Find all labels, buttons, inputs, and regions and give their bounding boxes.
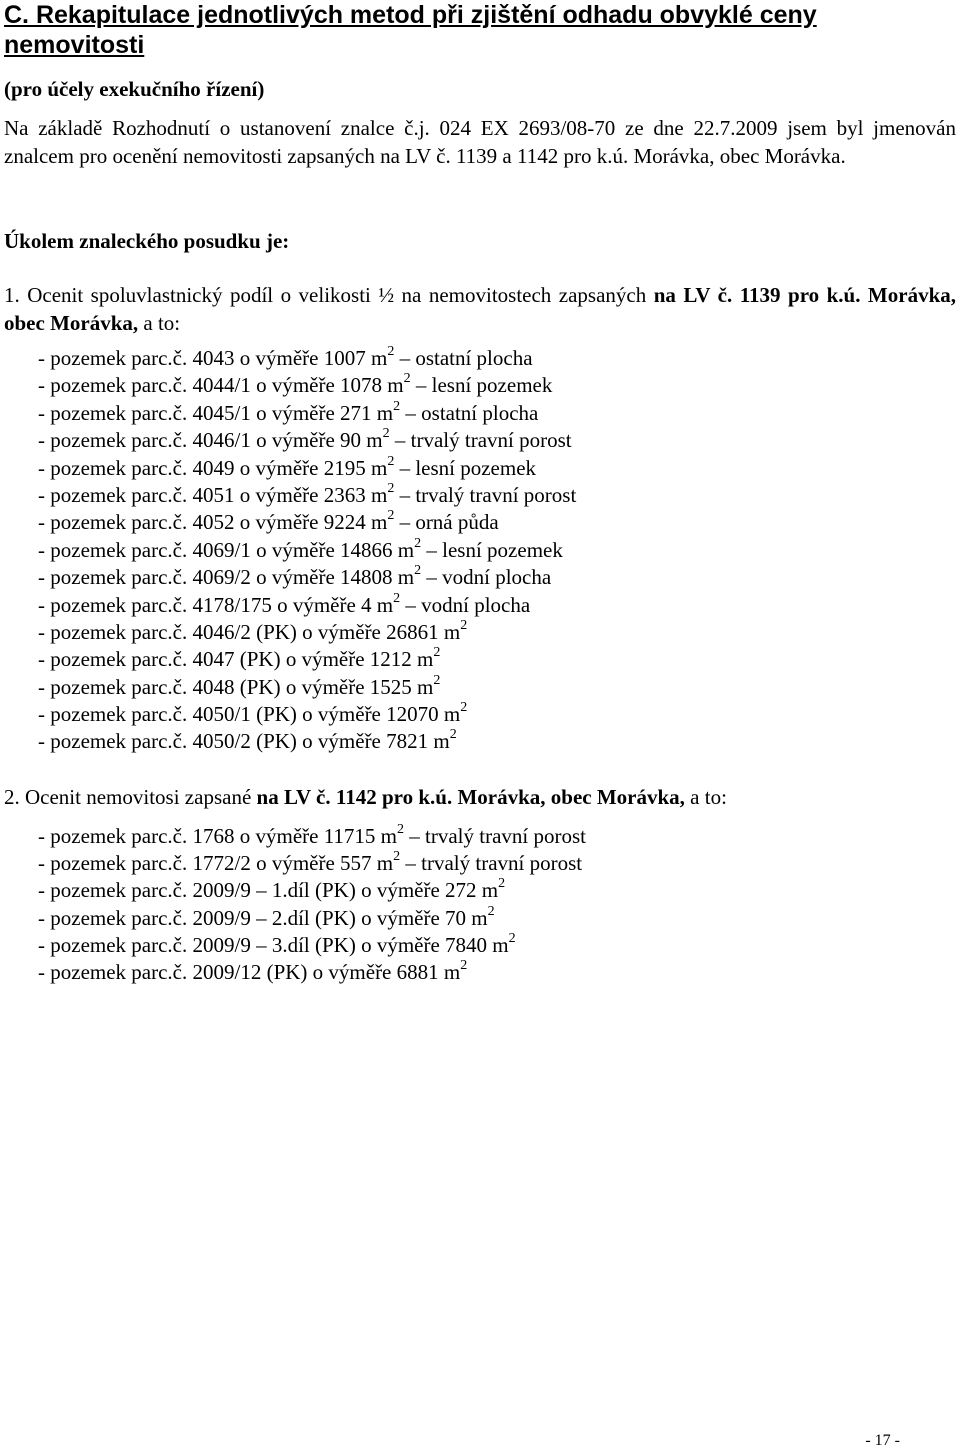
parcel-item xyxy=(38,509,576,536)
area-unit-exponent: 2 xyxy=(433,645,441,661)
parcel-text: - pozemek parc.č. 4048 (PK) o výměře 1525 m xyxy=(38,674,434,699)
parcel-item xyxy=(38,455,576,482)
parcel-text: - pozemek parc.č. 2009/9 – 3.díl (PK) o výměře 7840 m xyxy=(38,932,509,957)
parcel-text: - pozemek parc.č. 4047 (PK) o výměře 1212 m xyxy=(38,647,434,672)
parcel-land-type: – trvalý travní porost xyxy=(389,428,572,453)
parcel-land-type: – vodní plocha xyxy=(400,592,531,617)
parcel-text: - pozemek parc.č. 4069/2 o výměře 14808 m xyxy=(38,565,415,590)
task-1-bold: na LV č. 1139 pro k.ú. Morávka, obec Morávka, xyxy=(4,283,956,335)
area-unit-exponent: 2 xyxy=(487,903,495,919)
area-unit-exponent: 2 xyxy=(397,822,405,837)
parcel-text: - pozemek parc.č. 4043 o výměře 1007 m xyxy=(38,346,388,370)
parcel-list-lv1139 xyxy=(38,345,576,756)
page-number: - 17 - xyxy=(865,1432,900,1449)
parcel-item xyxy=(38,850,586,877)
parcel-text: - pozemek parc.č. 4049 o výměře 2195 m xyxy=(38,455,388,480)
parcel-item xyxy=(38,646,576,673)
parcel-item xyxy=(38,537,576,564)
parcel-item xyxy=(38,823,586,850)
parcel-text: - pozemek parc.č. 2009/9 – 1.díl (PK) o výměře 272 m xyxy=(38,878,499,903)
parcel-land-type: – trvalý travní porost xyxy=(404,824,586,848)
parcel-text: - pozemek parc.č. 4051 o výměře 2363 m xyxy=(38,482,388,507)
parcel-land-type: – ostatní plocha xyxy=(400,400,539,425)
task-2-bold: na LV č. 1142 pro k.ú. Morávka, obec Morávka, xyxy=(256,785,685,809)
parcel-item xyxy=(38,372,576,399)
task-1-paragraph xyxy=(4,281,956,337)
parcel-land-type: – lesní pozemek xyxy=(394,455,537,480)
parcel-item xyxy=(38,345,576,372)
area-unit-exponent: 2 xyxy=(460,957,468,973)
parcel-item xyxy=(38,877,586,904)
parcel-item xyxy=(38,674,576,701)
parcel-item xyxy=(38,592,576,619)
parcel-item xyxy=(38,701,576,728)
task-heading: Úkolem znaleckého posudku je: xyxy=(4,229,290,253)
parcel-land-type: – trvalý travní porost xyxy=(394,482,577,507)
area-unit-exponent: 2 xyxy=(393,849,401,865)
parcel-item xyxy=(38,959,586,986)
area-unit-exponent: 2 xyxy=(498,876,506,892)
parcel-item xyxy=(38,905,586,932)
parcel-land-type: – lesní pozemek xyxy=(410,373,553,398)
parcel-text: - pozemek parc.č. 4046/2 (PK) o výměře 26861 m xyxy=(38,619,461,644)
area-unit-exponent: 2 xyxy=(387,344,395,359)
area-unit-exponent: 2 xyxy=(414,563,422,579)
area-unit-exponent: 2 xyxy=(387,508,395,524)
section-title: C. Rekapitulace jednotlivých metod při zjištění odhadu obvyklé ceny nemovitosti xyxy=(4,1,817,59)
area-unit-exponent: 2 xyxy=(508,930,516,946)
area-unit-exponent: 2 xyxy=(403,371,411,387)
intro-paragraph: Na základě Rozhodnutí o ustanovení znalce č.j. 024 EX 2693/08-70 ze dne 22.7.2009 jsem byl jmenován znalcem pro ocenění nemovitosti zapsaných na LV č. 1139 a 1142 pro k.ú. Morávka, obec Morávka. xyxy=(4,116,956,168)
area-unit-exponent: 2 xyxy=(460,700,468,716)
parcel-text: - pozemek parc.č. 1772/2 o výměře 557 m xyxy=(38,851,394,876)
parcel-land-type: – orná půda xyxy=(394,510,499,535)
parcel-land-type: – vodní plocha xyxy=(421,565,552,590)
parcel-item xyxy=(38,482,576,509)
task-2-suffix: a to: xyxy=(684,785,727,809)
area-unit-exponent: 2 xyxy=(414,535,422,551)
parcel-text: - pozemek parc.č. 4050/1 (PK) o výměře 12070 m xyxy=(38,702,461,727)
parcel-item xyxy=(38,564,576,591)
parcel-item xyxy=(38,932,586,959)
parcel-item xyxy=(38,619,576,646)
parcel-land-type: – lesní pozemek xyxy=(421,537,563,562)
area-unit-exponent: 2 xyxy=(460,617,468,633)
parcel-item xyxy=(38,728,576,755)
area-unit-exponent: 2 xyxy=(393,398,401,414)
area-unit-exponent: 2 xyxy=(382,426,390,442)
parcel-item xyxy=(38,400,576,427)
section-subtitle: (pro účely exekučního řízení) xyxy=(4,77,265,101)
area-unit-exponent: 2 xyxy=(433,672,441,688)
parcel-land-type: – ostatní plocha xyxy=(394,346,533,370)
parcel-text: - pozemek parc.č. 2009/9 – 2.díl (PK) o výměře 70 m xyxy=(38,905,488,930)
area-unit-exponent: 2 xyxy=(449,727,457,743)
parcel-text: - pozemek parc.č. 4052 o výměře 9224 m xyxy=(38,510,388,535)
parcel-text: - pozemek parc.č. 2009/12 (PK) o výměře 6881 m xyxy=(38,959,461,984)
parcel-text: - pozemek parc.č. 4178/175 o výměře 4 m xyxy=(38,592,394,617)
parcel-land-type: – trvalý travní porost xyxy=(400,851,583,876)
parcel-list-lv1142 xyxy=(38,823,586,986)
area-unit-exponent: 2 xyxy=(387,480,395,496)
parcel-text: - pozemek parc.č. 4069/1 o výměře 14866 m xyxy=(38,537,415,562)
task-1-prefix: 1. Ocenit spoluvlastnický podíl o velikosti ½ na nemovitostech zapsaných xyxy=(4,283,654,307)
parcel-text: - pozemek parc.č. 4044/1 o výměře 1078 m xyxy=(38,373,404,398)
task-2-prefix: 2. Ocenit nemovitosi zapsané xyxy=(4,785,257,809)
task-1-suffix: a to: xyxy=(138,311,181,335)
parcel-text: - pozemek parc.č. 4045/1 o výměře 271 m xyxy=(38,400,394,425)
area-unit-exponent: 2 xyxy=(393,590,401,606)
task-2-paragraph xyxy=(4,785,956,810)
parcel-text: - pozemek parc.č. 1768 o výměře 11715 m xyxy=(38,824,398,848)
parcel-item xyxy=(38,427,576,454)
area-unit-exponent: 2 xyxy=(387,453,395,469)
parcel-text: - pozemek parc.č. 4046/1 o výměře 90 m xyxy=(38,428,383,453)
parcel-text: - pozemek parc.č. 4050/2 (PK) o výměře 7821 m xyxy=(38,729,450,754)
